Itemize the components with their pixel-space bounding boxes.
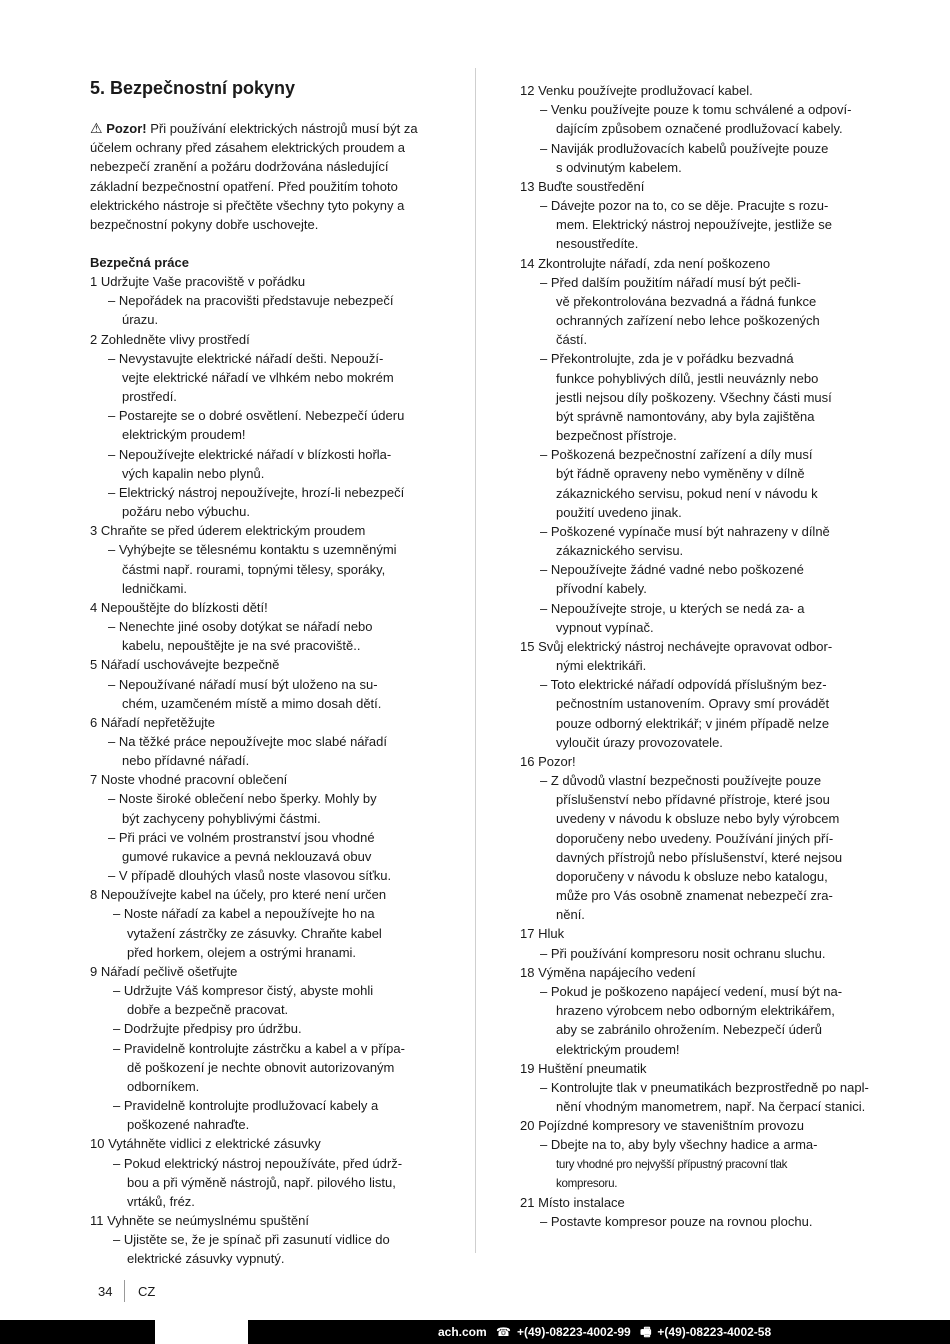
- warning-triangle-icon: ⚠: [90, 120, 103, 136]
- numbered-heading: 11 Vyhněte se neúmyslnému spuštění: [90, 1213, 309, 1228]
- footer-divider: [124, 1280, 125, 1302]
- numbered-heading: 14 Zkontrolujte nářadí, zda není poškozeno: [520, 255, 771, 271]
- text-line: částmi např. rourami, topnými tělesy, sporáky,: [122, 561, 386, 577]
- bullet-line: – Kontrolujte tlak v pneumatikách bezprostředně po napl-: [540, 1079, 869, 1095]
- numbered-heading: 21 Místo instalace: [520, 1194, 625, 1210]
- numbered-heading: 5 Nářadí uschovávejte bezpečně: [90, 657, 280, 673]
- intro-paragraph: [90, 119, 435, 234]
- bullet-line: – Při práci ve volném prostranství jsou vhodné: [108, 829, 375, 845]
- bullet-line: – Pokud je poškozeno napájecí vedení, musí být na-: [540, 983, 843, 999]
- text-line: vejte elektrické nářadí ve vlhkém nebo mokrém: [122, 369, 394, 385]
- text-line: použití uvedeno jinak.: [556, 504, 682, 520]
- text-line: doporučeny v návodu k obsluze nebo katalogu,: [556, 868, 828, 884]
- bullet-line: – Nevystavujte elektrické nářadí dešti. Nepouží-: [108, 350, 384, 366]
- text-line: vrtáků, fréz.: [127, 1193, 195, 1209]
- numbered-heading: 10 Vytáhněte vidlici z elektrické zásuvky: [90, 1136, 321, 1152]
- text-line: prostředí.: [122, 389, 177, 405]
- text-line: elektrickým proudem!: [122, 427, 246, 443]
- text-line: jestli nejsou díly poškozeny. Všechny části musí: [556, 389, 832, 405]
- text-line: částí.: [556, 332, 588, 348]
- numbered-heading: 20 Pojízdné kompresory ve staveništním provozu: [520, 1118, 804, 1134]
- numbered-heading: 7 Noste vhodné pracovní oblečení: [90, 772, 288, 788]
- text-line: dajícím způsobem označené prodlužovací kabely.: [556, 121, 843, 137]
- numbered-heading: 15 Svůj elektrický nástroj nechávejte opravovat odbor-: [520, 638, 833, 654]
- text-line: funkce pohyblivých dílů, jestli neuváznly nebo: [556, 370, 819, 386]
- bullet-line: – Venku používejte pouze k tomu schválené a odpoví-: [540, 102, 852, 118]
- text-line: elektrické zásuvky vypnutý.: [127, 1251, 285, 1267]
- bullet-line: – Nepoužívané nářadí musí být uloženo na su-: [108, 676, 378, 692]
- bullet-line: – Nepoužívejte stroje, u kterých se nedá za- a: [540, 600, 805, 616]
- text-line: hrazeno výrobcem nebo odborným elektrikářem,: [556, 1003, 835, 1019]
- numbered-heading: 3 Chraňte se před úderem elektrickým proudem: [90, 523, 366, 539]
- bullet-line: – Při používání kompresoru nosit ochranu sluchu.: [540, 945, 826, 961]
- numbered-heading: 8 Nepoužívejte kabel na účely, pro které není určen: [90, 887, 387, 903]
- phone-number: +(49)-08223-4002-99: [516, 1325, 631, 1339]
- text-line: pouze odborný elektrikář; v jiném případě nelze: [556, 715, 830, 731]
- bullet-line: – Toto elektrické nářadí odpovídá příslušným bez-: [540, 677, 827, 693]
- bullet-line: – Překontrolujte, zda je v pořádku bezvadná: [540, 351, 794, 367]
- numbered-heading: 6 Nářadí nepřetěžujte: [90, 714, 216, 730]
- text-line: poškozené nahraďte.: [127, 1117, 250, 1133]
- bullet-line: – Noste nářadí za kabel a nepoužívejte ho na: [113, 906, 375, 922]
- bullet-line: – Udržujte Váš kompresor čistý, abyste mohli: [113, 983, 374, 999]
- text-line: ledničkami.: [122, 580, 188, 596]
- intro-text: Při používání elektrických nástrojů musí být za účelem ochrany před zásahem elektrických proudem a nebezpečí zranění a požáru dodržována následující základní bezpečnostní opatření. Před použitím tohoto elektrického nástroje si přečtěte všechny tyto pokyny a bezpečnostní pokyny dobře uschovejte.: [90, 121, 418, 233]
- text-line: chém, uzamčeném místě a mimo dosah dětí.: [122, 695, 382, 711]
- bullet-line: – Naviják prodlužovacích kabelů používejte pouze: [540, 140, 829, 156]
- text-line: davných přístrojů nebo příslušenství, které nejsou: [556, 849, 843, 865]
- bullet-line: – Pravidelně kontrolujte prodlužovací kabely a: [113, 1098, 379, 1114]
- fax-icon: 🖷: [640, 1325, 652, 1339]
- text-line: pečnostním ustanovením. Opravy smí provádět: [556, 696, 830, 712]
- text-line: uvedeny v návodu k obsluze nebo byly výrobcem: [556, 811, 840, 827]
- numbered-heading: 16 Pozor!: [520, 753, 576, 769]
- text-line: vě překontrolována bezvadná a řádná funkce: [556, 293, 817, 309]
- text-line: úrazu.: [122, 312, 159, 328]
- column-divider: [475, 68, 476, 1253]
- text-line: dě poškození je nechte obnovit autorizovaným: [127, 1059, 395, 1075]
- text-line: tury vhodné pro nejvyšší přípustný pracovní tlak: [556, 1157, 788, 1171]
- text-line: být zachyceny pohyblivými částmi.: [122, 810, 321, 826]
- bullet-line: – Nenechte jiné osoby dotýkat se nářadí nebo: [108, 619, 373, 635]
- bullet-line: – V případě dlouhých vlasů noste vlasovou síťku.: [108, 868, 392, 884]
- text-line: mem. Elektrický nástroj nepoužívejte, jestliže se: [556, 217, 832, 233]
- bullet-line: – Nepoužívejte elektrické nářadí v blízkosti hořla-: [108, 446, 392, 462]
- bullet-line: – Na těžké práce nepoužívejte moc slabé nářadí: [108, 734, 387, 749]
- text-line: nění.: [556, 907, 585, 923]
- numbered-heading: 18 Výměna napájecího vedení: [520, 964, 696, 980]
- phone-icon: ☎: [496, 1325, 511, 1339]
- numbered-heading: 4 Nepouštějte do blízkosti dětí!: [90, 599, 268, 615]
- numbered-heading: 9 Nářadí pečlivě ošetřujte: [90, 963, 238, 979]
- text-line: vypnout vypínač.: [556, 619, 654, 635]
- text-line: zákaznického servisu.: [556, 543, 684, 559]
- page-number: 34: [98, 1284, 113, 1299]
- text-line: požáru nebo výbuchu.: [122, 504, 250, 520]
- text-line: přívodní kabely.: [556, 581, 647, 597]
- text-line: vytažení zástrčky ze zásuvky. Chraňte kabel: [127, 925, 382, 941]
- footer-bar: [0, 1320, 950, 1344]
- bullet-line: – Poškozená bezpečnostní zařízení a díly musí: [540, 447, 813, 463]
- footer-bar-gap: [155, 1320, 248, 1344]
- text-line: gumové rukavice a pevná neklouzavá obuv: [122, 848, 372, 864]
- text-line: elektrickým proudem!: [556, 1041, 680, 1057]
- bullet-line: – Nepoužívejte žádné vadné nebo poškozené: [540, 562, 804, 578]
- numbered-heading: 1 Udržujte Vaše pracoviště v pořádku: [90, 274, 306, 290]
- numbered-heading: 17 Hluk: [520, 926, 565, 942]
- text-line: vyloučit úrazy provozovatele.: [556, 734, 723, 750]
- bullet-line: – Dbejte na to, aby byly všechny hadice a arma-: [540, 1137, 818, 1153]
- web-text: ach.com: [438, 1325, 487, 1339]
- bullet-line: – Pravidelně kontrolujte zástrčku a kabel a v přípa-: [113, 1040, 405, 1056]
- bullet-line: – Noste široké oblečení nebo šperky. Mohly by: [108, 791, 377, 807]
- bullet-line: – Před dalším použitím nářadí musí být pečli-: [540, 274, 801, 290]
- text-line: bou a při výměně nástrojů, např. pilového listu,: [127, 1174, 396, 1190]
- text-line: aby se zabránilo ohrožením. Nebezpečí úderů: [556, 1022, 822, 1038]
- bullet-line: – Nepořádek na pracovišti představuje nebezpečí: [108, 293, 394, 309]
- text-line: kompresoru.: [556, 1176, 618, 1190]
- bullet-line: – Pokud elektrický nástroj nepoužíváte, před údrž-: [113, 1155, 403, 1171]
- fax-number: +(49)-08223-4002-58: [657, 1325, 772, 1339]
- text-line: nebo přídavné nářadí.: [122, 753, 250, 769]
- text-line: ochranných zařízení nebo lehce poškozených: [556, 313, 820, 329]
- text-line: kabelu, nepouštějte je na své pracoviště..: [122, 638, 361, 654]
- text-line: nění vhodným manometrem, např. Na čerpací stanici.: [556, 1099, 866, 1114]
- bullet-line: – Ujistěte se, že je spínač při zasunutí vidlice do: [113, 1232, 390, 1248]
- text-line: před horkem, olejem a ostrými hranami.: [127, 944, 357, 960]
- text-line: vých kapalin nebo plynů.: [122, 465, 265, 481]
- subsection-heading: Bezpečná práce: [90, 255, 189, 270]
- section-title: 5. Bezpečnostní pokyny: [90, 78, 296, 98]
- text-line: dobře a bezpečně pracovat.: [127, 1002, 289, 1018]
- text-line: zákaznického servisu, pokud není v návodu k: [556, 485, 818, 501]
- text-line: nými elektrikáři.: [556, 658, 647, 674]
- bullet-line: – Poškozené vypínače musí být nahrazeny v dílně: [540, 523, 830, 539]
- text-line: být správně namontovány, aby byla zajištěna: [556, 408, 815, 424]
- bullet-line: – Postarejte se o dobré osvětlení. Nebezpečí úderu: [108, 408, 405, 424]
- bullet-line: – Dodržujte předpisy pro údržbu.: [113, 1021, 302, 1037]
- warning-label: Pozor!: [106, 121, 147, 136]
- bullet-line: – Postavte kompresor pouze na rovnou plochu.: [540, 1214, 813, 1230]
- bullet-line: – Elektrický nástroj nepoužívejte, hrozí-li nebezpečí: [108, 484, 405, 500]
- text-line: být řádně opraveny nebo vyměněny v dílně: [556, 466, 805, 482]
- text-line: může pro Vás osobně znamenat nebezpečí zra-: [556, 888, 833, 904]
- text-line: odborníkem.: [127, 1078, 200, 1094]
- numbered-heading: 12 Venku používejte prodlužovací kabel.: [520, 83, 753, 98]
- bullet-line: – Dávejte pozor na to, co se děje. Pracujte s rozu-: [540, 198, 829, 214]
- bullet-line: – Z důvodů vlastní bezpečnosti používejte pouze: [540, 773, 822, 789]
- numbered-heading: 19 Huštění pneumatik: [520, 1060, 647, 1076]
- numbered-heading: 13 Buďte soustředění: [520, 178, 645, 194]
- text-line: bezpečnost přístroje.: [556, 428, 677, 444]
- bullet-line: – Vyhýbejte se tělesnému kontaktu s uzemněnými: [108, 542, 397, 558]
- contact-info: [438, 1323, 777, 1344]
- language-code: CZ: [138, 1284, 156, 1299]
- text-line: s odvinutým kabelem.: [556, 159, 682, 175]
- numbered-heading: 2 Zohledněte vlivy prostředí: [90, 331, 250, 347]
- text-line: příslušenství nebo přídavné přístroje, které jsou: [556, 792, 830, 808]
- text-line: doporučeny nebo uvedeny. Používání jiných pří-: [556, 830, 834, 846]
- text-line: nesoustředíte.: [556, 236, 639, 252]
